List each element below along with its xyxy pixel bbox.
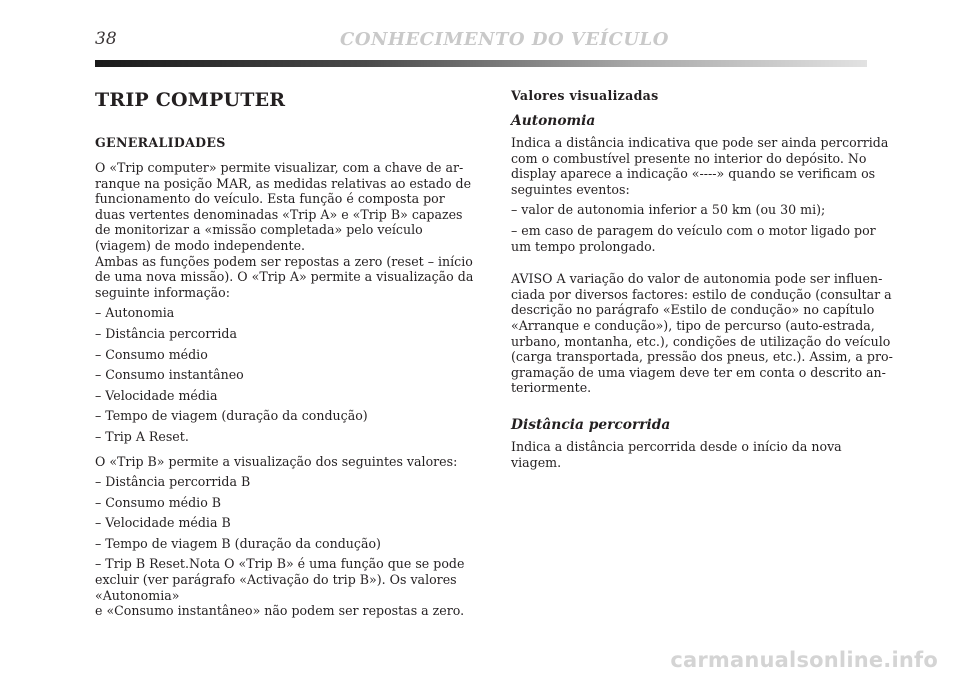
list-item: – Trip A Reset.: [95, 428, 189, 444]
event-item: – valor de autonomia inferior a 50 km (ou 30 mi);: [511, 202, 826, 218]
list-item: – Tempo de viagem B (duração da condução): [95, 535, 381, 551]
reset-paragraph: Ambas as funções podem ser repostas a zero (reset – início de uma nova missão). O «Trip A» permite a visualização da seguinte informação:: [95, 253, 474, 300]
list-item: – Distância percorrida: [95, 325, 237, 341]
aviso-paragraph: AVISO A variação do valor de autonomia pode ser influenciada por diversos factores: estilo de condução (consultar a descrição no parágrafo «Estilo de condução» no capítulo «Arranque e condução»), tipo de percurso (auto-estrada, urbano, montanha, etc.), condições de utilização do veículo (carga transportada, pressão dos pneus, etc.). Assim, a programação de uma viagem deve ter em conta o descrito anteriormente.: [511, 271, 893, 396]
header-rule: [95, 60, 867, 67]
section-heading-generalidades: GENERALIDADES: [95, 135, 226, 150]
subheading-distancia: Distância percorrida: [511, 416, 671, 433]
list-item: – Tempo de viagem (duração da condução): [95, 408, 368, 424]
list-item: – Velocidade média: [95, 387, 218, 403]
list-item: – Consumo médio B: [95, 494, 222, 510]
distancia-paragraph: Indica a distância percorrida desde o início da nova viagem.: [511, 438, 842, 470]
trip-a-list: [95, 305, 477, 444]
right-column: [511, 88, 893, 470]
list-item: – Distância percorrida B: [95, 474, 251, 490]
list-item: – Consumo médio: [95, 346, 208, 362]
event-item: – em caso de paragem do veículo com o motor ligado por um tempo prolongado.: [511, 222, 876, 254]
trip-b-intro: O «Trip B» permite a visualização dos seguintes valores:: [95, 453, 458, 469]
autonomia-paragraph: Indica a distância indicativa que pode ser ainda percorrida com o combustível presente no interior do depósito. No display aparece a indicação «----» quando se verificam os seguintes eventos:: [511, 135, 889, 197]
list-item: – Velocidade média B: [95, 515, 231, 531]
intro-paragraph: O «Trip computer» permite visualizar, com a chave de arranque na posição MAR, as medidas relativas ao estado de funcionamento do veículo. Esta função é composta por duas vertentes denominadas «Trip A» e «Trip B» capazes de monitorizar a «missão completada» pelo veículo (viagem) de modo independente.: [95, 160, 472, 253]
list-item: – Consumo instantâneo: [95, 367, 244, 383]
trip-b-note: – Trip B Reset.Nota O «Trip B» é uma função que se pode excluir (ver parágrafo «Activação do trip B»). Os valores «Autonomia»: [95, 556, 465, 603]
trip-b-note-end: e «Consumo instantâneo» não podem ser repostas a zero.: [95, 603, 465, 619]
subheading-autonomia: Autonomia: [511, 113, 596, 129]
page-number: 38: [95, 29, 117, 49]
watermark: carmanualsonline.info: [670, 648, 938, 672]
list-item: – Autonomia: [95, 305, 175, 321]
section-heading-valores: Valores visualizadas: [511, 88, 659, 103]
trip-b-list: [95, 474, 477, 551]
main-title: TRIP COMPUTER: [95, 89, 286, 111]
running-title: CONHECIMENTO DO VEÍCULO: [340, 29, 669, 50]
left-column: [95, 88, 477, 619]
